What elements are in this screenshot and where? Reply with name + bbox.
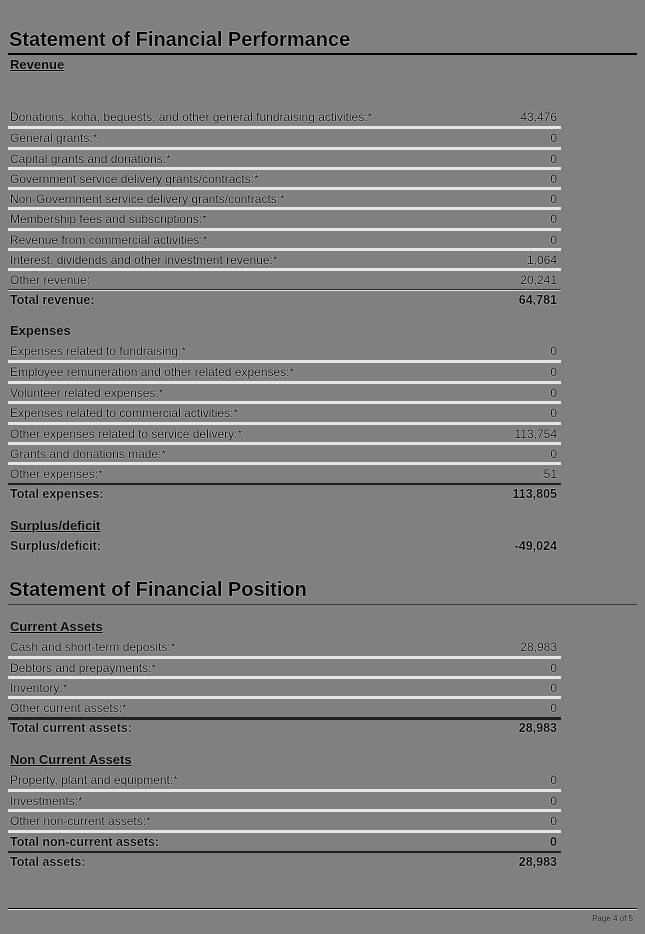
row-value: 0	[550, 681, 557, 695]
page-number: Page 4 of 5	[592, 914, 633, 923]
row-value: 113,754	[514, 427, 557, 441]
surplus-label: Surplus/deficit:	[10, 539, 101, 553]
row-label: General grants:*	[10, 131, 98, 145]
row-label: Employee remuneration and other related expenses:*	[10, 365, 295, 379]
row-value: 0	[550, 131, 557, 145]
row-label: Grants and donations made:*	[10, 447, 167, 461]
expense-row	[8, 465, 559, 483]
revenue-row	[8, 210, 559, 228]
row-label: Inventory:*	[10, 681, 68, 695]
expense-row	[8, 404, 559, 422]
row-value: 0	[550, 814, 557, 828]
expenses-heading: Expenses	[10, 323, 71, 338]
row-value: 0	[550, 794, 557, 808]
total-value: 64,781	[518, 293, 557, 307]
row-value: 0	[550, 212, 557, 226]
row-label: Expenses related to fundraising:*	[10, 344, 187, 358]
current-asset-row	[8, 638, 559, 656]
row-label: Membership fees and subscriptions:*	[10, 212, 207, 226]
total-label: Total assets:	[10, 855, 86, 869]
title-rule	[8, 53, 637, 55]
expense-row	[8, 425, 559, 443]
row-label: Investments:*	[10, 794, 83, 808]
row-value: 0	[550, 406, 557, 420]
total-label: Total current assets:	[10, 721, 133, 735]
total-value: 28,983	[518, 855, 557, 869]
surplus-heading: Surplus/deficit	[10, 518, 101, 533]
row-value: 0	[550, 447, 557, 461]
row-label: Donations, koha, bequests, and other general fundraising activities:*	[10, 110, 373, 124]
row-value: 0	[550, 344, 557, 358]
row-label: Non-Government service delivery grants/contracts:*	[10, 192, 285, 206]
surplus-value: -49,024	[514, 539, 557, 553]
row-value: 0	[550, 172, 557, 186]
total-value: 28,983	[518, 721, 557, 735]
row-value: 0	[550, 192, 557, 206]
surplus-row	[8, 537, 559, 555]
total-non-current-assets-row	[8, 833, 559, 851]
revenue-heading: Revenue	[10, 57, 65, 72]
revenue-row	[8, 150, 559, 168]
row-value: 0	[550, 233, 557, 247]
row-label: Government service delivery grants/contracts:*	[10, 172, 259, 186]
performance-title: Statement of Financial Performance	[9, 29, 351, 51]
non-current-assets-heading: Non Current Assets	[10, 752, 132, 767]
expense-row	[8, 342, 559, 360]
current-assets-heading: Current Assets	[10, 619, 103, 634]
row-value: 28,983	[520, 640, 557, 654]
position-title: Statement of Financial Position	[9, 579, 307, 601]
revenue-row	[8, 92, 559, 126]
total-current-assets-row	[8, 719, 559, 737]
row-value: 20,241	[520, 273, 557, 287]
total-revenue-row	[8, 291, 559, 309]
total-assets-row	[8, 853, 559, 871]
row-label: Expenses related to commercial activities:*	[10, 406, 239, 420]
row-label: Other current assets:*	[10, 701, 127, 715]
current-asset-row	[8, 699, 559, 717]
total-label: Total non-current assets:	[10, 835, 160, 849]
row-label: Other revenue:	[10, 273, 91, 287]
row-value: 51	[543, 467, 557, 481]
row-value: 43,476	[520, 110, 557, 124]
row-value: 0	[550, 365, 557, 379]
revenue-row	[8, 271, 559, 289]
row-label: Cash and short-term deposits:*	[10, 640, 176, 654]
revenue-row	[8, 170, 559, 188]
total-label: Total revenue:	[10, 293, 95, 307]
total-value: 0	[550, 835, 557, 849]
current-asset-row	[8, 679, 559, 697]
row-label: Revenue from commercial activities:*	[10, 233, 208, 247]
row-value: 0	[550, 773, 557, 787]
row-label: Interest, dividends and other investment revenue:*	[10, 253, 278, 267]
row-value: 0	[550, 386, 557, 400]
expense-row	[8, 384, 559, 402]
revenue-row	[8, 251, 559, 269]
row-label: Other expenses related to service delivery:*	[10, 427, 243, 441]
total-value: 113,805	[512, 487, 557, 501]
row-label: Volunteer related expenses:*	[10, 386, 164, 400]
non-current-asset-row	[8, 771, 559, 789]
title-rule	[8, 604, 637, 605]
row-label: Other expenses:*	[10, 467, 103, 481]
row-label: Debtors and prepayments:*	[10, 661, 157, 675]
non-current-asset-row	[8, 792, 559, 810]
total-expenses-row	[8, 485, 559, 503]
revenue-row	[8, 231, 559, 249]
row-label: Other non-current assets:*	[10, 814, 151, 828]
row-value: 0	[550, 661, 557, 675]
current-asset-row	[8, 659, 559, 677]
row-value: 0	[550, 152, 557, 166]
expense-row	[8, 445, 559, 463]
non-current-asset-row	[8, 812, 559, 830]
total-label: Total expenses:	[10, 487, 104, 501]
footer-rule	[8, 908, 637, 910]
revenue-row	[8, 190, 559, 208]
row-label: Capital grants and donations:*	[10, 152, 171, 166]
row-value: 1,064	[526, 253, 557, 267]
row-value: 0	[550, 701, 557, 715]
expense-row	[8, 363, 559, 381]
row-label: Property, plant and equipment:*	[10, 773, 178, 787]
revenue-row	[8, 129, 559, 147]
